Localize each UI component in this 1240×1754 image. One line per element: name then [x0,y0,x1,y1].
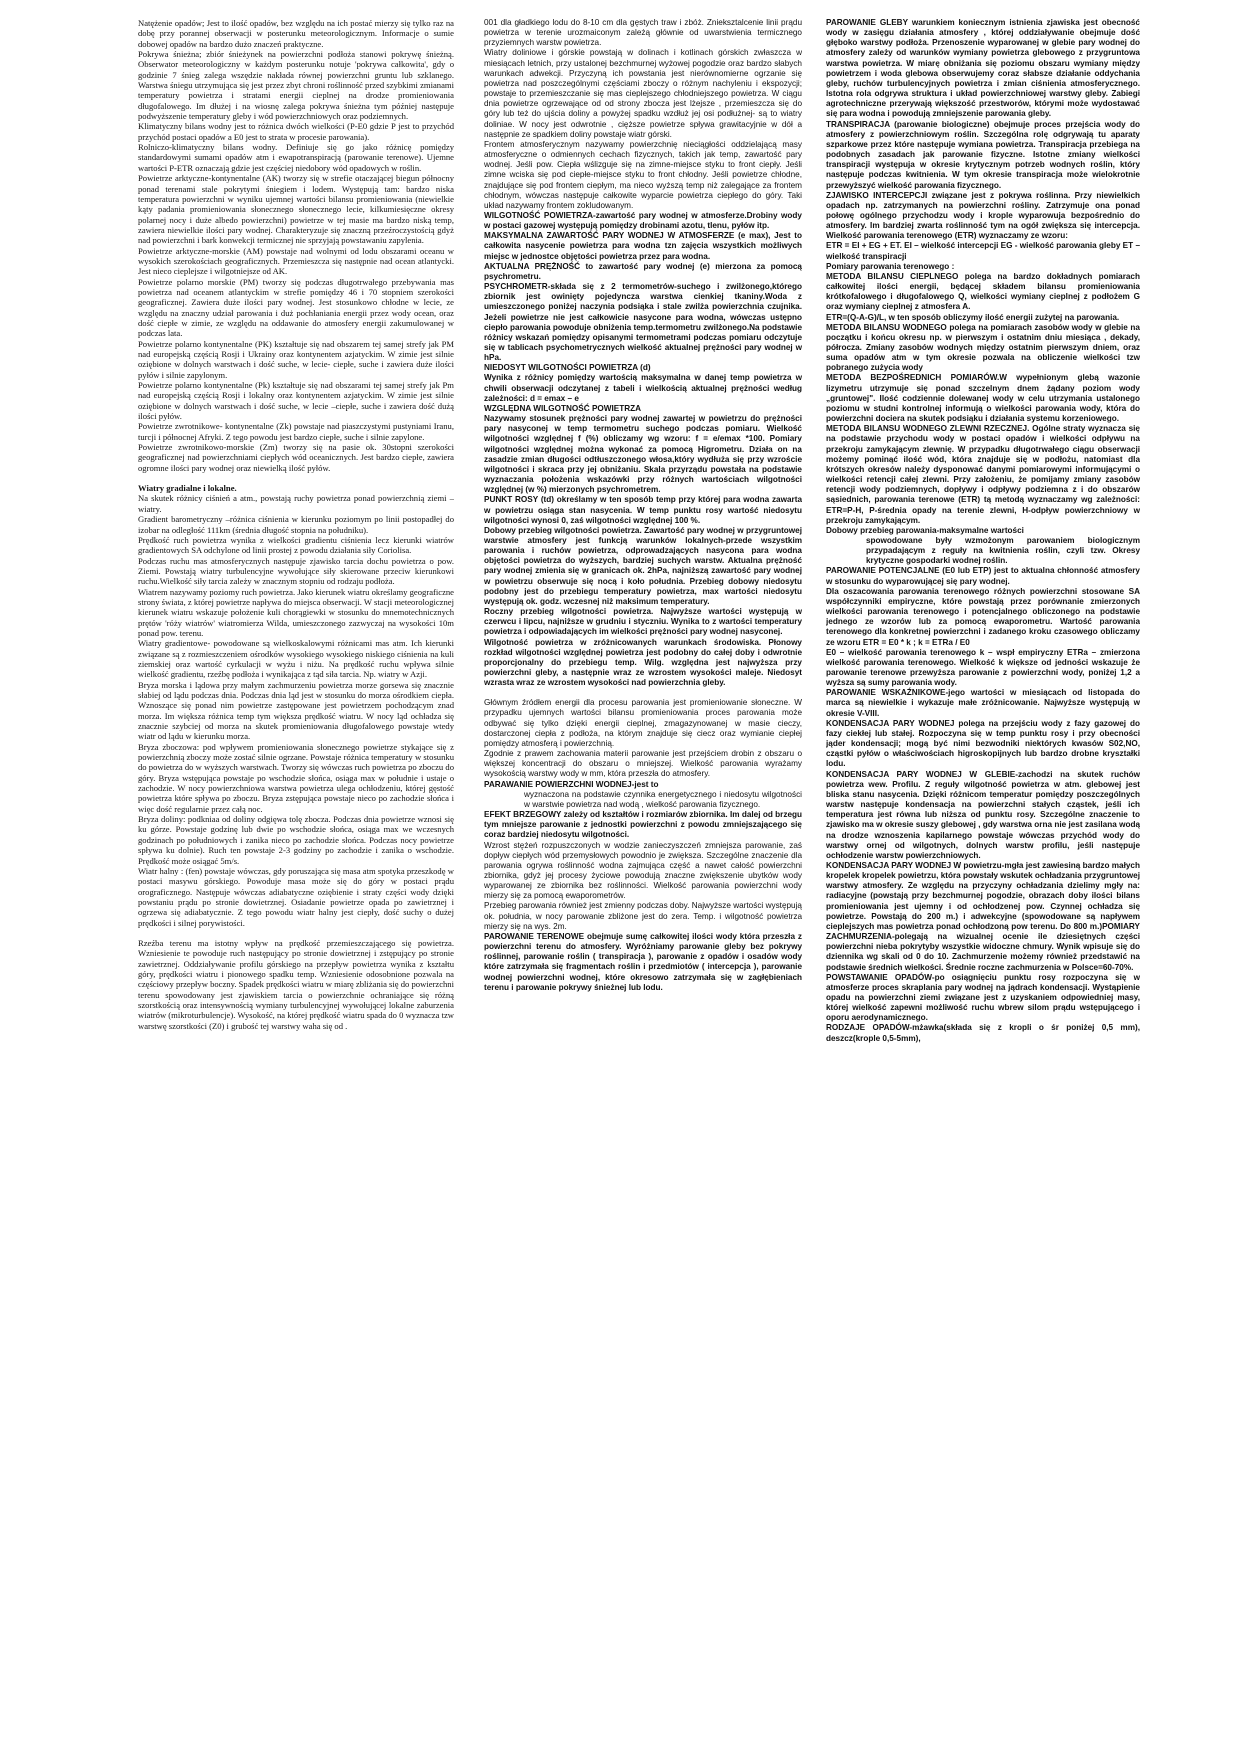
paragraph: E0 – wielkość parowania terenowego k – wspł empiryczny ETRa – zmierzona wielkość parowania terenowego. Wielkość k większe od jedności wskazuje że parowanie terenowe przewyższa parowanie z powierzchni wody, poniżej 1,2 a wyższa są sumy parowania wody. [826,647,1140,688]
paragraph: Bryza morska i lądowa przy małym zachmurzeniu powietrza morze gorsewa się znacznie słabiej od lądu podczas dnia. Podczas dnia ląd jest w stosunku do morza ośrodkiem ciepła. Wznoszące się ponad nim powietrze zastępowane jest powietrzem pochodzącym znad morza. Im większa różnica temp tym większa prędkość wiatru. W nocy ląd ochładza się znacznie szybciej od morza na skutek promieniowania długofalowego powstaje wtedy wiatr od lądu w kierunku morza. [138,679,454,742]
paragraph: Wiatry doliniowe i górskie powstają w dolinach i kotlinach górskich zwłaszcza w miesiącach letnich, przy ustalonej bezchmurnej wyżowej pogodzie oraz bardzo słabych warunkach adwekcji. Przyczyną ich powstania jest nierównomierne ogrzanie się powietrza nad poszczególnymi częściami zboczy o różnym nachyleniu i ekspozycji; powstaje to przemieszczanie się mas cieplejszego chłodniejszego powietrza. W ciągu dnia powietrze ogrzewające od od strony zbocza jest lżejsze , przemieszcza się do góry lub też do ujścia doliny a powyżej spadku wzdłuż jej osi podłużnej- są to wiatry doliniae. W nocy jest odwrotnie , cięższe powietrze spływa grawitacyjnie w dół a następnie ze spadkiem doliny powstaje wiatr górski. [484,48,802,139]
paragraph: Powietrze polarno kontynentalne (PK) kształtuje się nad obszarem tej samej strefy jak PM nad europejską częścią Rosji i Ukrainy oraz kontynentem azjatyckim. W zimie jest silnie oziębione w dolnych warstwach i dość suche, w lecie- ciepłe, suche i zawiera duże ilości pyłów i silnie zapylonym. [138,338,454,380]
paragraph: RODZAJE OPADÓW-mżawka(składa się z kropli o śr poniżej 0,5 mm), deszcz(krople 0,5-5mm), [826,1023,1140,1043]
paragraph: PSYCHROMETR-składa się z 2 termometrów-suchego i zwilżonego,którego zbiornik jest owinięty pojedyncza warstwa cienkiej tkaniny.Woda z umieszczonego poniżej naczynia podsiąka i stale zwilża powierzchnia czujnika. Jeżeli powietrze nie jest całkowicie nasycone para wodna, wówczas ustępno ciepło parowania powoduje obniżenia temp.termometru zwilżonego.Na podstawie różnicy wskazań pomiędzy opisanymi termometrami podczas pomiaru odczytuje się w tablicach psychometrycznych wielkość aktualnej prężności pary wodnej w hPa. [484,282,802,363]
paragraph: 001 dla gładkiego lodu do 8-10 cm dla gęstych traw i zbóż. Znieksztalcenie linii prądu powietrza w terenie urozmaiconym zależą głównie od uwarstwienia termicznego przyziemnych warstw powietrza. [484,18,802,48]
paragraph: PAROWANIE POTENCJALNE (E0 lub ETP) jest to aktualna chłonność atmosfery w stosunku do wyparowującej się pary wodnej. [826,566,1140,586]
paragraph: Bryza zboczowa: pod wpływem promieniowania słonecznego powietrze stykające się z powierzchnią zboczy może zostać silnie ogrzane. Powstaje różnica temperatury w stosunku do powietrza do w wyższych warstwach. Tworzy się wówczas ruch powietrza po zboczu do góry. Bryza wstępująca powstaje po wschodzie słońca, osiąga max w południe i ustaje o zachodzie. W nocy powierzchniowa warstwa powietrza ulega ochłodzeniu, której gęstość powietrza które spływa po zboczu. Bryza zstępująca powstaje nieco po zachodzie słońca i więc dość regularnie przez całą noc. [138,741,454,814]
paragraph: Podczas ruchu mas atmosferycznych następuje zjawisko tarcia dochu powietrza o pow. Ziemi. Powstają wiatry turbulencyjne wywołujące siły skierowane przeciw kierunkowi ruchu.Wielkość siły tarcia zależy w znacznym stopniu od rodzaju podłoża. [138,555,454,587]
paragraph: Nazywamy stosunek prężności pary wodnej zawartej w powietrzu do prężności pary nasyconej w temp termometru suchego podczas pomiaru. Wielkość wilgotności względnej f (%) obliczamy wg wzoru: f = e/emax *100. Pomiary wilgotności względnej można wykonać za pomocą Higrometru. Działa on na zasadzie zmian długości odtłuszczonego włosa,który wydłuża się przy wzroście wilgotności i skraca przy jej obniżaniu. Skala przyrządu powstała na podstawie wyznaczania położenia wskazówki przy różnych wartościach wilgotności względnej (w %) mierzonych psychrometrem. [484,414,802,495]
paragraph: Wynika z różnicy pomiędzy wartością maksymalna w danej temp powietrza w chwili obserwacji odczytanej z tabeli i wielkością aktualnej prężności według zależności: d = emax – e [484,373,802,403]
paragraph: PARAWANIE POWIERZCHNI WODNEJ-jest to [484,779,659,789]
paragraph: Wiatr halny : (fen) powstaje wówczas, gdy poruszająca się masa atm spotyka przeszkodę w postaci masywu górskiego. Powoduje masa może się do góry w postaci prądu orograficznego. Następuje wówczas adiabatyczne oziębienie i straty części wody dzięki powstaniu prądu po stronie dowietrznej. Osiadanie powietrze opada po zawietrznej i ogrzewa się adiabatycznie. Z tego powodu wiatr halny jest ciepły, dość suchy o dużej prędkości i silnej porywistości. [138,865,454,928]
paragraph: Gradient barometryczny –różnica ciśnienia w kierunku poziomym po linii postopadłej do izobar na odległość 111km (średnia długość stopnia na południku). [138,514,454,535]
paragraph: Na skutek różnicy ciśnień a atm., powstają ruchy powietrza ponad powierzchnią ziemi – wiatry. [138,493,454,514]
paragraph: Dla oszacowania parowania terenowego różnych powierzchni stosowane SA współczynniki empiryczne, które powstają przez porównanie zmierzonych wielkości parowania terenowego i potencjalnego obliczonego na podstawie jednego ze wzorów lub za pomocą ewaporometru. Wartość parowania terenowego dla konkretnej powierzchni i zadanego kroku czasowego obliczamy ze wzoru ETR = E0 * k ; k = ETRa / E0 [826,586,1140,647]
text-column-middle [484,18,802,1628]
paragraph: Dobowy przebieg parowania-maksymalne wartości [826,525,1024,535]
paragraph: POWSTAWANIE OPADÓW-po osiągnięciu punktu rosy rozpoczyna się w atmosferze proces skraplania pary wodnej na jądrach kondensacji. Wystąpienie opadu na powierzchni ziemi związane jest z uzyskaniem odpowiedniej masy, której wielkość zapewni możliwość ruchu wbrew silom prądu wstępującego i oporu aerodynamicznego. [826,972,1140,1023]
paragraph: PUNKT ROSY (td) określamy w ten sposób temp przy której para wodna zawarta w powietrzu osiąga stan nasycenia. W temp punktu rosy wartość niedosytu wilgotności wynosi 0, zaś wilgotności względnej 100 %. [484,495,802,525]
paragraph: Przebieg parowania również jest zmienny podczas doby. Najwyższe wartości występują ok. południa, w nocy parowanie zbliżone jest do zera. Temp. i wilgotność powietrza mierzy się na wys. 2m. [484,901,802,931]
paragraph: MAKSYMALNA ZAWARTOŚĆ PARY WODNEJ W ATMOSFERZE (e max), Jest to całkowita nasycenie powietrza para wodna tzn zajęcia wszystkich możliwych miejsc w jednostce objętości powietrza przez para wodna. [484,231,802,261]
paragraph: METODA BILANSU CIEPLNEGO polega na bardzo dokładnych pomiarach całkowitej ilości energii, będącej składem bilansu promieniowania krótkofalowego i długofalowego Q, wielkości wymiany cieplnej z podłożem G oraz wymiany cieplnej z atmosfera A. [826,271,1140,312]
paragraph: Głównym źródłem energii dla procesu parowania jest promieniowanie słoneczne. W przypadku ujemnych wartości bilansu promieniowania proces parowania może odbywać się tylko dzięki energii cieplnej, zmagazynowanej w masie cieczy, dostarczonej ciepła z podłoża, na którym znajduje się ciecz oraz wymianie ciepłej pomiędzy atmosferą i powierzchnią. [484,698,802,748]
paragraph: EFEKT BRZEGOWY zależy od kształtów i rozmiarów zbiornika. Im dalej od brzegu tym mniejsze parowanie z jednostki powierzchni z powodu zmniejszającego się coraz bardziej niedosytu wilgotności. [484,810,802,840]
paragraph: PAROWANIE WSKAŹNIKOWE-jego wartości w miesiącach od listopada do marca są niewielkie i wykazuje małe zróżnicowanie. Najwyższe występują w okresie V-VIII. [826,688,1140,718]
paragraph: spowodowane były wzmożonym parowaniem biologicznym przypadającym z reguły na kwitnienia roślin, czyli tzw. Okresy krytyczne gospodarki wodnej roślin. [866,535,1140,566]
paragraph: TRANSPIRACJA (parowanie biologiczne) obejmuje proces przejścia wody do atmosfery z powierzchniowym roślin. Szczególna rolę odgrywają tu aparaty szparkowe przez które następuje wymiana powietrza. Transpiracja przebiega na podobnych zasadach jak parowanie fizyczne. Istotne zmiany wielkości transpiracji występuja w okresie krytycznym potrzeb wodnych roślin, który następuje podczas kwitnienia. W tym okresie transpiracja może wielokrotnie przewyższyć wielkość parowania fizycznego. [826,119,1140,190]
paragraph: Klimatyczny bilans wodny jest to różnica dwóch wielkości (P-E0 gdzie P jest to przychód przychód postaci opadów a E0 jest to strata w procesie parowania). [138,121,454,142]
paragraph: Pomiary parowania terenowego : [826,261,955,271]
paragraph: Frontem atmosferycznym nazywamy powierzchnię nieciągłości oddzielającą masy atmosferyczne o odmiennych cechach fizycznych, takich jak temp, zawartość pary wodnej. Jeśli pow. Ciepła wślizguje się na zimne-miejsce styku to front ciepły. Jeśli zimne wciska się pod ciepłe-miejsce styku to front chłodny. Jeśli powietrze chłodne, znajdujące się pod frontem ciepłym, ma nieco wyższą temp niż zalegające za frontem chłodnym, wówczas następuje całkowite wyparcie powietrza ciepłego do góry. Taki układ nazywamy frontem zokludowanym. [484,139,802,210]
paragraph: Wzrost stężeń rozpuszczonych w wodzie zanieczyszczeń zmniejsza parowanie, zaś dopływ ciepłych wód przemysłowych powodnio je zwiększa. Szczególne znaczenie dla parowania ogrywa roślinność wodna zajmująca część a nawet całość powierzchni zbiornika, gdyż jej procesy życiowe powodują znaczne zwiększenie ubytków wody wyparowanej ze zbiornika bez roślinności. Wielkość parowania powierzchni wody mierzy się za pomocą ewaporometrów. [484,840,802,901]
text-column-left [138,18,454,1690]
paragraph: Wilgotność powietrza w zróżnicowanych warunkach środowiska. Płonowy rozkład wilgotności względnej powietrza jest podobny do całej doby i odwrotnie proporcjonalny do przebiegu temp. Wilg. względna jest najwyższa przy powierzchni gleby, a następnie wraz ze wzrostem wysokości maleje. Niedosyt wzrasta wraz ze wzrostem wysokości nad powierzchnia gleby. [484,637,802,688]
paragraph: Powietrze polarno kontynentalne (Pk) kształtuje się nad obszarami tej samej strefy jak Pm nad europejską częścią Rosji i lokalny oraz kontynentem azjatyckim. W zimie jest silnie oziębione w dolnych warstwach i dość suche, w lecie –ciepłe, suche i zawiera dość dużą ilości pyłów. [138,380,454,422]
paragraph: Powietrze polarno morskie (PM) tworzy się podczas długotrwałego przebywania mas powietrza nad oceanem atlantyckim w strefie pomiędzy 46 i 70 stopniem szerokości geograficznej. Zawiera duże ilości pary wodnej. Jest stosunkowo chłodne w lecie, ze względu na znaczny udział parowania i duż pochłaniania energii przez wody ocean, oraz dość ciepłe w zimie, ze względu na oddawanie do atmosfery energii zakumulowanej w podczas lata. [138,276,454,339]
paragraph: WZGLĘDNA WILGOTNOŚĆ POWIETRZA [484,403,642,413]
paragraph: KONDENSACJA PARY WODNEJ W powietrzu-mgła jest zawiesiną bardzo małych kropelek kropelek powietrzu, która powstały wskutek ochładzania przygruntowej warstwy atmosfery. Ze względu na przyczyny ochładzania dzielimy mgły na: radiacyjne (powstają przy bezchmurnej pogodzie, obrazach doby ilości bilans promieniowania jest ujemny i od ochłodzenej pow. Czynnej ochładza się powietrze. Powstają do 200 m.) i adwekcyjne (spowodowane są napływem cieplejszych mas powietrza ponad ochłodzoną pow terenu. Do 800 m.)POMIARY ZACHMURZENIA-polegają na wizualnej ocenie ile dziesiętnych części powierzchni nieba pokrytyby wszystkie widoczne chmury. Wynik wpisuje się do dziennika wg skali od 0 do 10. Zachmurzenie możemy również przedstawić na podstawie średnich wielkości. Średnie roczne zachmurzenia w Polsce=60-70%. [826,860,1140,972]
paragraph: Powietrze zwrotnikowe- kontynentalne (Zk) powstaje nad piaszczystymi pustyniami Iranu, turcji i północnej Afryki. Z tego powodu jest bardzo ciepłe, suche i silnie zapylone. [138,421,454,442]
paragraph: Prędkość ruch powietrza wynika z wielkości gradientu ciśnienia lecz kierunki wiatrów gradientowych SA odchylone od linii prostej z powodu działania siły Coriolisa. [138,534,454,556]
paragraph: Rzeźba terenu ma istotny wpływ na prędkość przemieszczającego się powietrza. Wzniesienie te powoduje ruch następujący po stronie dowietrznej i zstępujący po stronie zawietrznej. Oddziaływanie profilu górskiego na przepływ powietrza wynika z kształtu góry, prędkości wiatru i pionowego spadku temp. Wzniesienie odosobnione pozwala na częściowy przepływ boczny. Spadek prędkości wiatru w miarę zbliżania się do powierzchni terenu spowodowany jest zjawiskiem tarcia o powierzchnie ochraniające się różną szorstkością oraz intensywnością wymiany turbulencyjnej wywołującej lokalne zaburzenia wiatrów (mikroturbulencje). Wysokość, na której prędkość wiatru spada do 0 wyznacza tzw warstwę szorstkości (Z0) i grubość tej warstwy waha się od . [138,937,454,1031]
paragraph: Zgodnie z prawem zachowania materii parowanie jest przejściem drobin z obszaru o większej koncentracji do obszaru o mniejszej. Wielkość parowania wyrażamy wysokością warstwy wody w mm, która przeszła do atmosfery. [484,749,802,779]
paragraph: Powietrze arktyczne-morskie (AM) powstaje nad wolnymi od lodu obszarami oceanu w wysokich szerokościach geograficznych. Przemieszcza się następnie nad ocean atlantycki. Jest nieco cieplejsze i wilgotniejsze od AK. [138,245,454,277]
paragraph: METODA BILANSU WODNEGO polega na pomiarach zasobów wody w glebie na początku i końcu okresu np. w pierwszym i ostatnim dniu miesiąca , dekady, półrocza. Zmiany zasobów wodnych między ostatnim pierwszym dniem, oraz suma opadów atm w tym okresie pozwala na obliczenie wielkości tzw pobranego zużycia wody [826,322,1140,373]
paragraph: Dobowy przebieg wilgotności powietrza. Zawartość pary wodnej w przygruntowej warstwie atmosfery jest funkcją warunków lokalnych-przede wszystkim parowania i ruchów powietrza, odprowadzających nasycona para wodna objętości powietrza do wyższych, bardziej suchych warstw. Aktualna prężność pary wodnej zmienia się w granicach ok. 2hPa, najniższą zawartość pary wodnej w powietrzu obserwuje się nocą i koło południa. Przebieg dobowy niedosytu podobny jest do przebiegu temperatury powietrza, max wartości niedosytu występują ok. godz. wczesnej niż maksimum temperatury. [484,525,802,606]
paragraph: NIEDOSYT WILGOTNOŚCI POWIETRZA (d) [484,363,651,373]
paragraph: PAROWANIE TERENOWE obejmuje sumę całkowitej ilości wody która przeszła z powierzchni terenu do atmosfery. Wyróżniamy parowanie gleby bez pokrywy roślinnej, parowanie roślin ( transpiracja ), parowanie z opadów i osadów wody które zatrzymała się fragmentach roślin i przedmiotów ( intercepcja ), parowanie wodnej powierzchni wodnej, które okresowo zatrzymała się w zagłębieniach terenu i parowanie pokrywy śnieżnej lub lodu. [484,931,802,992]
paragraph: KONDENSACJA PARY WODNEJ W GLEBIE-zachodzi na skutek ruchów powietrza wew. Profilu. Z reguły wilgotność powietrza w atm. glebowej jest bliska stanu nasycenia. Dzięki różnicom temperatur pomiędzy poszczególnych warstw następuje kondensacja na powierzchni stałych cząstek, jeśli ich temperatura jest równa lub niższa od punktu rosy. Szczególne znaczenie to zjawisko ma w okresie suszy glebowej , gdy warstwa orna nie jest zasilana wodą na drodze wznoszenia kapilarnego powstaje wówczas przychód wody do warstwy ornej od wilgotnych, dolnych warstw profilu, jeśli następuje ochłodzenie warstw powierzchniowych. [826,769,1140,860]
paragraph: METODA BEZPOŚREDNICH POMIARÓW.W wypełnionym glebą wazonie lizymetru utrzymuje się ponad szczelnym dnem żądany poziom wody „gruntowej". Ilość codziennie dolewanej wody w celu utrzymania ustalonego poziomu w studni kontrolnej informują o wielkości parowania wody, która do powierzchni dociera na skutek podsiąku i działania systemu korzeniowego. [826,373,1140,424]
paragraph: Wiatrem nazywamy poziomy ruch powietrza. Jako kierunek wiatru określamy geograficzne strony świata, z której powietrze napływa do miejsca obserwacji. W stacji meteorologicznej kierunek wiatru wskazuje położenie kuli chorągiewki w stosunku do mnemotechnicznych prętów 'róży wiatrów' wiatromierza Wilda, umieszczonego zazwyczaj na wysokości 10m ponad pow. terenu. [138,586,454,638]
paragraph: Pokrywa śnieżna; zbiór śnieżynek na powierzchni podłoża stanowi pokrywę śnieżną. Obserwator meteorologiczny w każdym posterunku notuje 'pokrywa całkowita', gdy o godzinie 7 śnieg zalega wszędzie nakłada równej powierzchni gruntu lub szklanego. Warstwa śniegu utrzymująca się jest przez zbyt chroni roślinność przed szybkimi zmianami temperatury powietrza i stratami energii cieplnej na drodze promieniowania długofalowego. Im dłużej i na wiosnę zalega pokrywa śnieżna tym później następuje podwyższenie temperatury gleby i wód powierzchniowych oraz podziemnych. [138,49,454,122]
paragraph: WILGOTNOŚĆ POWIETRZA-zawartość pary wodnej w atmosferze.Drobiny wody w postaci gazowej występują pomiędzy drobinami azotu, tlenu, pyłów itp. [484,210,802,231]
paragraph: Roczny przebieg wilgotności powietrza. Najwyższe wartości występują w czerwcu i lipcu, najniższe w grudniu i styczniu. Wynika to z wartości temperatury powietrza i odpowiadających im wielkości prężności pary wodnej nasyconej. [484,607,802,637]
paragraph: METODA BILANSU WODNEGO ZLEWNI RZECZNEJ. Ogólne straty wyznacza się na podstawie przychodu wody w postaci opadów i wielkości odpływu na przekroju zamykającym zlewnię. W przypadku długotrwałego ciągu obserwacji możemy pominąć ilość wód, która znajduje się w podłożu, natomiast dla krótszych okresów należy dysponować danymi pomiarowymi informującymi o wielkości retencji całej zlewni. Przy założeniu, że pomijamy zmiany zasobów retencji wody podziemnych, dopływy i odpływy podziemna z i do obszarów sąsiednich, parowania terenowe (ETR) tą metodą wyznaczamy wg zależności: ETR=P-H, P-średnia opady na terenie zlewni, H-odpływ powierzchniowy w przekroju zamykającym. [826,424,1140,525]
paragraph: wyznaczona na podstawie czynnika energetycznego i niedosytu wilgotności w warstwie powietrza nad wodą , wielkość parowania fizycznego. [524,789,802,809]
paragraph: Bryza doliny: podkniaa od doliny odgięwa tolę zbocza. Podczas dnia powietrze wznosi się ku górze. Powstaje godzinę lub dwie po wschodzie słońca, osiąga max we wczesnych godzinach po południowych i zanika nieco po zachodzie słońca. Podczas nocy powietrze spływa ku dolnie). Ruch ten powstaje 2-3 godziny po zachodzie i zanika o wschodzie. Prędkość może osiągać 5m/s. [138,814,454,866]
paragraph: ZJAWISKO INTERCEPCJI związane jest z pokrywa roślinna. Przy niewielkich opadach np. zatrzymanych na powierzchni rośliny. Zatrzymuje ona ponad połowę ogólnego przychodzu wody i krople wyparowuja bezpośrednio do atmosfery. Im bardziej zwarta roślinność tym na ogół zwiększa się intercepcja. Wielkość parowania terenowego (ETR) wyznaczamy ze wzoru: [826,190,1140,241]
paragraph: AKTUALNA PRĘŻNOŚĆ to zawartość pary wodnej (e) mierzona za pomocą psychrometru. [484,261,802,281]
paragraph: Powietrze arktyczne-kontynentalne (AK) tworzy się w strefie otaczającej biegun północny ponad terenami stale pokrytymi śniegiem i lodem. Występują tam: bardzo niska temperatura powierzchni w wyniku ujemnej wartości bilansu promieniowania (niewielkie kąty padania promieniowania słonecznego słonecznego lecie, kilkumiesięczne okresy polarnej nocy i duże albedo powierzchni) powietrze w tej masie ma bardzo niską temp, zawiera niewielkie ilości pary wodnej. Charakteryzuje się znaczną przeźroczystością gdyż nad powierzchni i bark konwekcji termicznej nie sprzyjają powstawaniu zapylenia. [138,173,454,246]
paragraph: Powietrze zwrotnikowo-morskie (Zm) tworzy się na pasie ok. 30stopni szerokości geograficznej nad powierzchniami ciepłych wód oceanicznych. Jest bardzo ciepłe, zawiera ogromne ilości pary wodnej oraz niewielką ilość pyłów. [138,442,454,473]
paragraph: Natężenie opadów; Jest to ilość opadów, bez względu na ich postać mierzy się tylko raz na dobę przy porannej obserwacji w posterunku meteorologicznym. Informacje o sumie dobowej opadów na bardzo dużo znaczeń praktyczne. [138,18,454,49]
paragraph: Wiatry gradientowe- powodowane są wielkoskalowymi różnicami mas atm. Ich kierunki związane są z rozmieszczeniem ośrodków wysokiego wysokiego niskiego ciśnienia na kuli ziemskiej oraz wartość cyrkulacji w wyżu i niżu. Na prędkość ruchu wpływa silnie wielkość gradientu, rzeźbę podłoża i wynikająca z tąd siła tarcia. Np. wiatry w Azji. [138,638,454,680]
paragraph: KONDENSACJA PARY WODNEJ polega na przejściu wody z fazy gazowej do fazy ciekłej lub stałej. Rozpoczyna się w temp punktu rosy i przy obecności jąder kondensacji; mogą być nimi bezwodniki niektórych kwasów S02,NO, cząstki pyłów o właściwościach higroskopijnych lub bardzo drobne kryształki lodu. [826,718,1140,769]
paragraph: PAROWANIE GLEBY warunkiem koniecznym istnienia zjawiska jest obecność wody w zasięgu działania atmosfery , której oddziaływanie obejmuje dość głęboko warstwy podłoża. Przenoszenie wyparowanej w glebie pary wodnej do atmosfery zależy od warunków wymiany powietrza glebowego z przygruntowa warstwa powietrza. W miarę obniżania się poziomu obszaru wymiany między powietrzem i woda glebowa obserwujemy coraz słabsze działanie oddychania gleby, ruchów turbulencyjnych powietrza i zmian ciśnienia atmosferycznego. Istotna rola odgrywa struktura i układ powierzchniowej warstwy gleby. Zabiegi agrotechniczne przerywają większość przestworów, którymi może wydostawać się para wodna i powodują zmniejszenie parowania gleby. [826,18,1140,119]
paragraph: Wiatry gradialne i lokalne. [138,483,237,494]
paragraph: ETR=(Q-A-G)/L, w ten sposób obliczymy ilość energii zużytej na parowania. [826,312,1120,322]
paragraph: ETR = EI + EG + ET. EI – wielkość intercepcji EG - wielkość parowania gleby ET – wielkość transpiracji [826,241,1140,261]
paragraph: Rolniczo-klimatyczny bilans wodny. Definiuje się go jako różnicę pomiędzy standardowymi sumami opadów atm i ewapotranspiracją (parowanie terenowe). Ujemne wartości P-ETR oznaczają gdzie jest częściej niedobory wód opadowych w roślin. [138,142,454,173]
text-column-right [826,18,1140,1706]
